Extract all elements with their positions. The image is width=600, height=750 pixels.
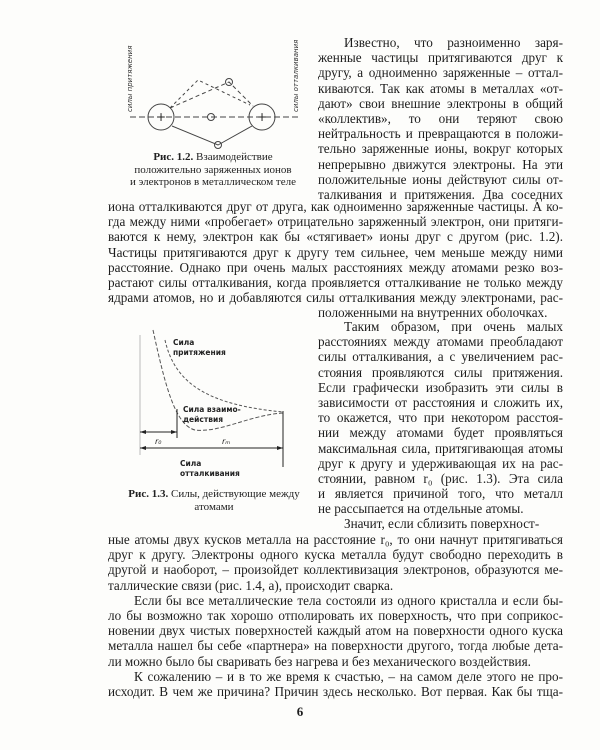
caption-text: Взаимодействие (196, 151, 273, 163)
text-line: Частицы притягиваются друг к другу тем сильнее, чем меньше между ними (108, 244, 563, 260)
figure-1-2-ion-interaction (110, 40, 310, 150)
paragraph-block-b (108, 199, 563, 305)
caption-number: Рис. 1.2. (153, 151, 194, 163)
text-line: максимальная сила, притягивающая атомы (318, 440, 563, 456)
text-line: и является причиной того, что металл (318, 486, 563, 502)
text-line: исходит. В чем же причина? Причин здесь несколько. Вот первая. Как бы тща- (108, 683, 563, 699)
text-line: металла нашел бы себе «партнера» на поверхности другого, тогда любые дета- (108, 638, 563, 654)
caption-text: Силы, действующие между (170, 488, 300, 500)
label-repulsion-forces: силы отталкивания (292, 40, 300, 112)
text-line: иона отталкиваются друг от друга, как одноименно заряженные частицы. А ко- (108, 199, 563, 214)
paragraph-block-a (318, 35, 563, 202)
label-rm: rₘ (222, 437, 231, 446)
label-r0: r₀ (155, 437, 162, 446)
caption-number: Рис. 1.3. (128, 488, 169, 500)
text-line: таллические связи (рис. 1.4, а), происходит сварка. (108, 577, 394, 593)
text-line: нейтральность и превращаются в положи- (318, 126, 563, 142)
plus-sign: + (257, 110, 268, 124)
label-interaction: действия (183, 415, 224, 424)
path-top-left (170, 80, 250, 108)
label-attraction: притяжения (173, 348, 226, 357)
caption-text: и электронов в металлическом теле (130, 176, 296, 188)
text-line: ные атомы двух кусков металла на расстояние r₀, то они начнут притягиваться (108, 532, 563, 547)
text-line: расстояние. Однако при очень малых расстояниях между атомами резко воз- (108, 259, 563, 275)
text-line: ядрами атомов, но и добавляются силы отталкивания между электронами, рас- (108, 290, 563, 306)
caption-text: атомами (194, 500, 234, 513)
text-line: нии между атомами будет проявляться (318, 425, 563, 441)
text-line: ло бы возможно так хорошо отполировать их поверхность, что при соприкос- (108, 607, 563, 623)
text-line: зависимости от расстояния и сложить их, (318, 394, 563, 410)
figure-1-3-atomic-forces (120, 325, 310, 490)
figure-1-2-caption (118, 151, 308, 189)
text-line: Если графически изобразить эти силы в (318, 379, 563, 395)
page-number: 6 (296, 704, 304, 719)
text-line: женные частицы притягиваются друг к (318, 50, 563, 66)
path-bottom (172, 126, 252, 145)
text-line: гда между ними «пробегает» отрицательно заряженный электрон, они притяги- (108, 214, 563, 230)
label-repulsion: Сила (180, 459, 202, 468)
text-line: другой и наоборот, – произойдет коллективизация электронов, образуются ме- (108, 562, 563, 578)
paragraph-block-b-tail (318, 305, 563, 320)
text-line: тельно заряженные ионы, вокруг которых (318, 141, 563, 157)
text-line: К сожалению – и в то же время к счастью, – на самом деле этого не про- (134, 668, 563, 684)
label-attraction: Сила (173, 338, 195, 347)
text-line: Значит, если сблизить поверхност- (344, 516, 540, 532)
plus-sign: + (156, 110, 167, 124)
text-line: положительные ионы действуют силы от- (318, 171, 563, 187)
caption-text: положительно заряженных ионов (134, 163, 292, 176)
label-attraction-forces: силы притяжения (126, 45, 134, 112)
text-line: Известно, что разноименно заря- (344, 35, 563, 50)
text-line: ваются к нему, электрон как бы «стягивает» ионы друг с другом (рис. 1.2). (108, 229, 563, 245)
text-line: новении двух чистых поверхностей каждый атом на поверхности одного куска (108, 623, 563, 639)
text-line: силы отталкивания, а с увеличением рас- (318, 349, 563, 365)
figure-1-3-caption (110, 488, 318, 513)
text-line: стояния проявляются силы притяжения. (318, 364, 563, 380)
text-line: ли можно было бы сваривать без нагрева и без механического воздействия. (108, 653, 531, 669)
path-top-right (170, 82, 253, 108)
label-repulsion: отталкивания (180, 469, 240, 478)
paragraph-block-c (318, 319, 563, 532)
text-line: расстояниях между атомами преобладают (318, 334, 563, 350)
label-interaction: Сила взаимо- (183, 405, 241, 414)
text-line: Таким образом, при очень малых (344, 319, 563, 334)
text-line: другу, а одноименно заряженные – оттал- (318, 65, 563, 81)
text-line: друг к другу. Электроны одного куска металла будут свободно переходить в (108, 547, 563, 563)
text-line: киваются. Так как атомы в металлах «от- (318, 80, 563, 96)
text-line: Если бы все металлические тела состояли из одного кристалла и если бы- (134, 592, 563, 608)
text-line: непрерывно движутся электроны. На эти (318, 156, 563, 172)
text-line: «коллектив», то они теряют свою (318, 110, 563, 126)
text-line: друг к другу и удерживающая их на рас- (318, 455, 563, 471)
paragraph-block-d (108, 532, 563, 699)
text-line: не рассыпается на отдельные атомы. (318, 501, 524, 517)
text-line: дают» свои внешние электроны в общий (318, 95, 563, 111)
text-line: растают силы отталкивания, когда проявляется отталкивание не только между (108, 274, 563, 290)
text-line: то окажется, что при некотором расстоя- (318, 410, 563, 426)
text-line: положенными на внутренних оболочках. (318, 305, 548, 320)
text-line: стоянии, равном r₀ (рис. 1.3). Эта сила (318, 470, 563, 486)
text-line: талкивания и притяжения. Два соседних (318, 186, 563, 202)
